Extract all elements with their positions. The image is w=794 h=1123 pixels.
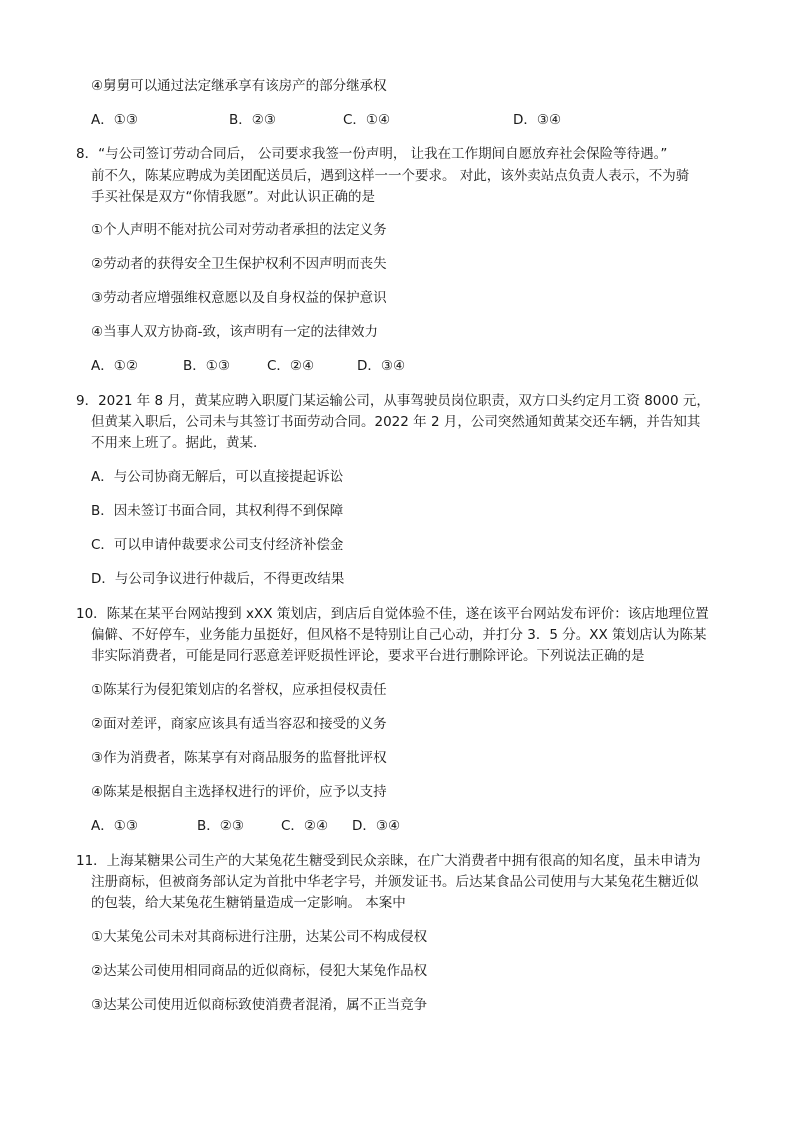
q8-stem-line-1: 8．“与公司签订劳动合同后， 公司要求我签一份声明， 让我在工作期间自愿放弃社会保险等待遇。” (76, 146, 668, 162)
q11-option-2: ②达某公司使用相同商品的近似商标，侵犯大某兔作品权 (91, 963, 428, 979)
q8-option-3: ③劳动者应增强维权意愿以及自身权益的保护意识 (91, 290, 387, 306)
q8-choice-d: D．③④ (357, 358, 406, 374)
q10-choice-a: A．①③ (91, 818, 138, 834)
q8-stem-line-2: 前不久，陈某应聘成为美团配送员后，遇到这样一一个要求。 对此，该外卖站点负责人表示，不为骑 (91, 168, 690, 184)
q7-choice-a: A．①③ (91, 112, 138, 128)
q7-option-4: ④舅舅可以通过法定继承享有该房产的部分继承权 (91, 78, 387, 94)
q10-option-1: ①陈某行为侵犯策划店的名誉权，应承担侵权责任 (91, 682, 387, 698)
q9-option-c: C．可以申请仲裁要求公司支付经济补偿金 (91, 537, 344, 553)
q11-option-1: ①大某兔公司未对其商标进行注册，达某公司不构成侵权 (91, 929, 428, 945)
q10-choice-b: B．②③ (197, 818, 244, 834)
q7-choice-b: B．②③ (229, 112, 276, 128)
q10-choice-c: C．②④ (281, 818, 329, 834)
q10-option-3: ③作为消费者，陈某享有对商品服务的监督批评权 (91, 750, 387, 766)
q11-stem-line-2: 注册商标，但被商务部认定为首批中华老字号，并颁发证书。后达某食品公司使用与大某兔花生糖近似 (91, 874, 699, 890)
q11-stem-line-1: 11．上海某糖果公司生产的大某兔花生糖受到民众亲睐，在广大消费者中拥有很高的知名度，虽未申请为 (76, 853, 701, 869)
q8-choice-a: A．①② (91, 358, 138, 374)
q9-option-b: B．因未签订书面合同，其权利得不到保障 (91, 503, 344, 519)
q8-option-4: ④当事人双方协商-致，该声明有一定的法律效力 (91, 324, 378, 340)
q11-stem-line-3: 的包装，给大某兔花生糖销量造成一定影响。 本案中 (91, 895, 406, 911)
q10-stem-line-1: 10．陈某在某平台网站搜到 xXX 策划店，到店后自觉体验不佳，遂在该平台网站发布评价：该店地理位置 (76, 606, 709, 622)
q8-option-2: ②劳动者的获得安全卫生保护权利不因声明而丧失 (91, 256, 387, 272)
q10-option-2: ②面对差评，商家应该具有适当容忍和接受的义务 (91, 716, 387, 732)
q10-stem-line-3: 非实际消费者，可能是同行恶意差评贬损性评论，要求平台进行删除评论。下列说法正确的是 (91, 648, 645, 664)
q11-option-3: ③达某公司使用近似商标致使消费者混淆，属不正当竞争 (91, 997, 428, 1013)
q9-stem-line-1: 9．2021 年 8 月，黄某应聘入职厦门某运输公司，从事驾驶员岗位职责，双方口头约定月工资 8000 元， (76, 393, 710, 409)
q8-choice-c: C．②④ (267, 358, 315, 374)
q9-option-d: D．与公司争议进行仲裁后，不得更改结果 (91, 571, 345, 587)
q8-choice-b: B．①③ (183, 358, 230, 374)
q10-stem-line-2: 偏僻、不好停车，业务能力虽挺好，但风格不是特别让自己心动，并打分 3．5 分。XX 策划店认为陈某 (91, 627, 707, 643)
q7-choice-c: C．①④ (343, 112, 391, 128)
q10-choices (91, 817, 400, 835)
q9-stem-line-3: 不用来上班了。据此，黄某. (91, 435, 258, 451)
q10-option-4: ④陈某是根据自主选择权进行的评价，应予以支持 (91, 784, 387, 800)
q8-choices (91, 357, 405, 375)
q10-choice-d: D．③④ (352, 818, 401, 834)
q7-choice-d: D．③④ (513, 112, 562, 128)
q8-stem-line-3: 手买社保是双方“你情我愿”。对此认识正确的是 (91, 189, 375, 205)
q9-option-a: A．与公司协商无解后，可以直接提起诉讼 (91, 469, 344, 485)
q8-option-1: ①个人声明不能对抗公司对劳动者承担的法定义务 (91, 222, 387, 238)
q7-choices (91, 111, 561, 129)
q9-stem-line-2: 但黄某入职后，公司未与其签订书面劳动合同。2022 年 2 月，公司突然通知黄某交还车辆，并告知其 (91, 414, 701, 430)
